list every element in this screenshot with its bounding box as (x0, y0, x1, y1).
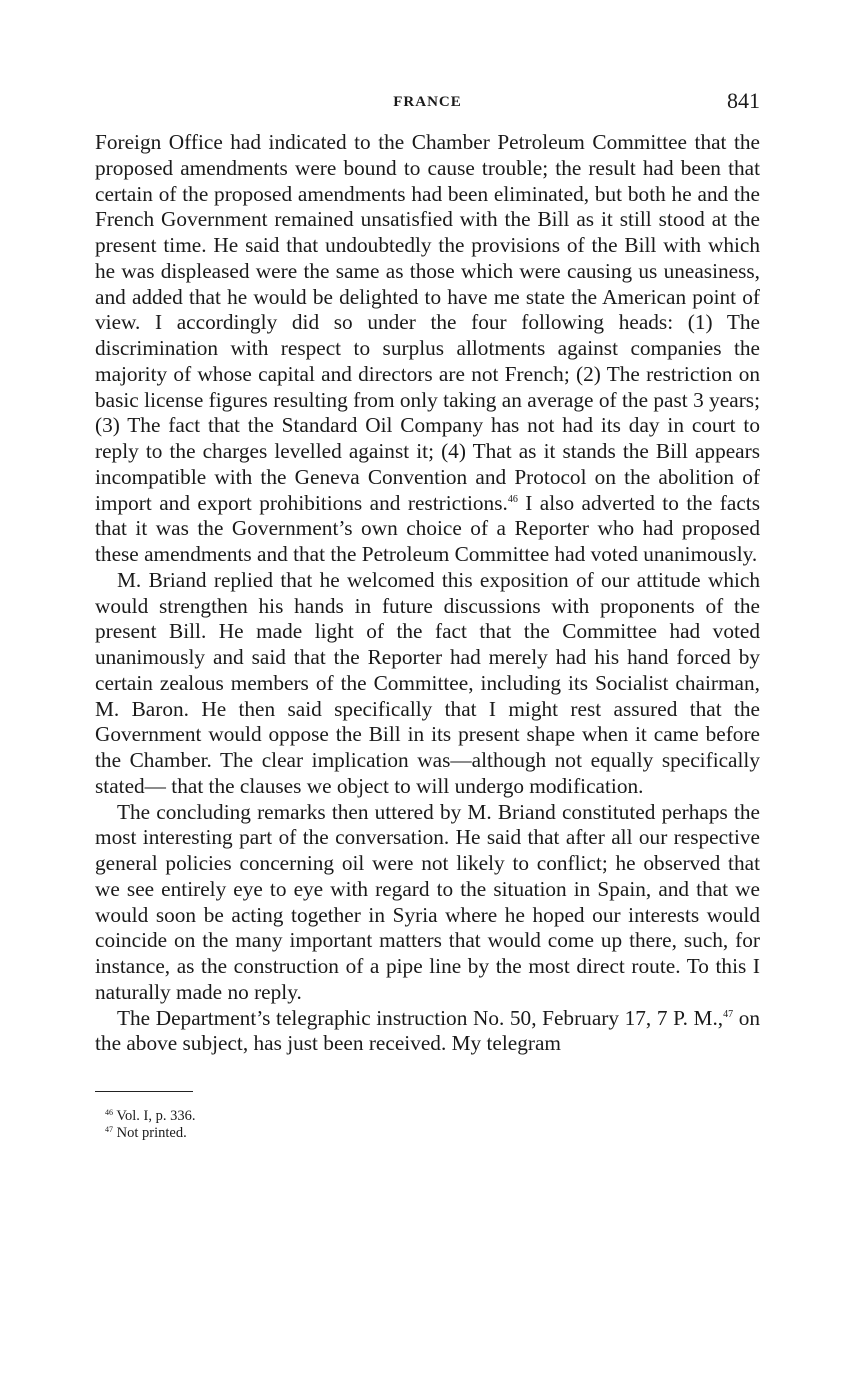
paragraph (95, 568, 760, 800)
page-number: 841 (727, 88, 760, 113)
footnote (105, 1108, 760, 1125)
footnote (105, 1125, 760, 1142)
paragraph-text: M. Briand replied that he welcomed this exposition of our attitude which would strengthen his hands in future discussions with proponents of the present Bill. He made light of the fact that the Committee had voted unanimously and said that the Reporter had merely had his hand forced by certain zealous members of the Committee, including its Socialist chairman, M. Baron. He then said specifically that I might rest assured that the Government would oppose the Bill in its present shape when it came before the Chamber. The clear implication was—although not equally specifically stated— that the clauses we object to will undergo modification. (95, 567, 760, 798)
paragraph-text: The Department’s telegraphic instruction No. 50, February 17, 7 P. M., (117, 1005, 724, 1030)
paragraph-text: Foreign Office had indicated to the Chamber Petroleum Committee that the proposed amendments were bound to cause trouble; the result had been that certain of the proposed amendments had been eliminated, but both he and the French Government remained unsatisfied with the Bill as it still stood at the present time. He said that undoubtedly the provisions of the Bill with which he was displeased were the same as those which were causing us uneasiness, and added that he would be delighted to have me state the American point of view. I accordingly did so under the four following heads: (1) The discrimination with respect to surplus allotments against companies the majority of whose capital and directors are not French; (2) The restriction on basic license figures resulting from only taking an average of the past 3 years; (3) The fact that the Standard Oil Company has not had its day in court to reply to the charges levelled against it; (4) That as it stands the Bill appears incompatible with the Geneva Convention and Protocol on the abolition of import and export prohibitions and restrictions. (95, 130, 760, 515)
document-page (95, 88, 760, 1142)
body-text (95, 130, 760, 1057)
paragraph (95, 1006, 760, 1058)
footnotes (105, 1108, 760, 1142)
paragraph (95, 130, 760, 568)
footnote-mark: 46 (105, 1108, 113, 1117)
footnote-reference: 47 (723, 1008, 734, 1020)
paragraph-text: on the above subject, has just been received. My telegram (95, 1005, 760, 1056)
footnote-reference: 46 (507, 493, 518, 505)
footnote-text: Vol. I, p. 336. (113, 1108, 196, 1124)
footnote-text: Not printed. (113, 1125, 187, 1141)
page-header (95, 88, 760, 120)
running-head: FRANCE (393, 94, 462, 110)
paragraph (95, 800, 760, 1006)
paragraph-text: I also adverted to the facts that it was the Government’s own choice of a Reporter who had proposed these amendments and that the Petroleum Committee had voted unanimously. (95, 490, 760, 566)
footnote-mark: 47 (105, 1125, 113, 1134)
paragraph-text: The concluding remarks then uttered by M. Briand constituted perhaps the most interesting part of the conversation. He said that after all our respective general policies concerning oil were not likely to conflict; he observed that we see entirely eye to eye with regard to the situation in Spain, and that we would soon be acting together in Syria where he hoped our interests would coincide on the many important matters that would come up there, such, for instance, as the construction of a pipe line by the most direct route. To this I naturally made no reply. (95, 799, 760, 1004)
footnote-rule (95, 1091, 193, 1092)
